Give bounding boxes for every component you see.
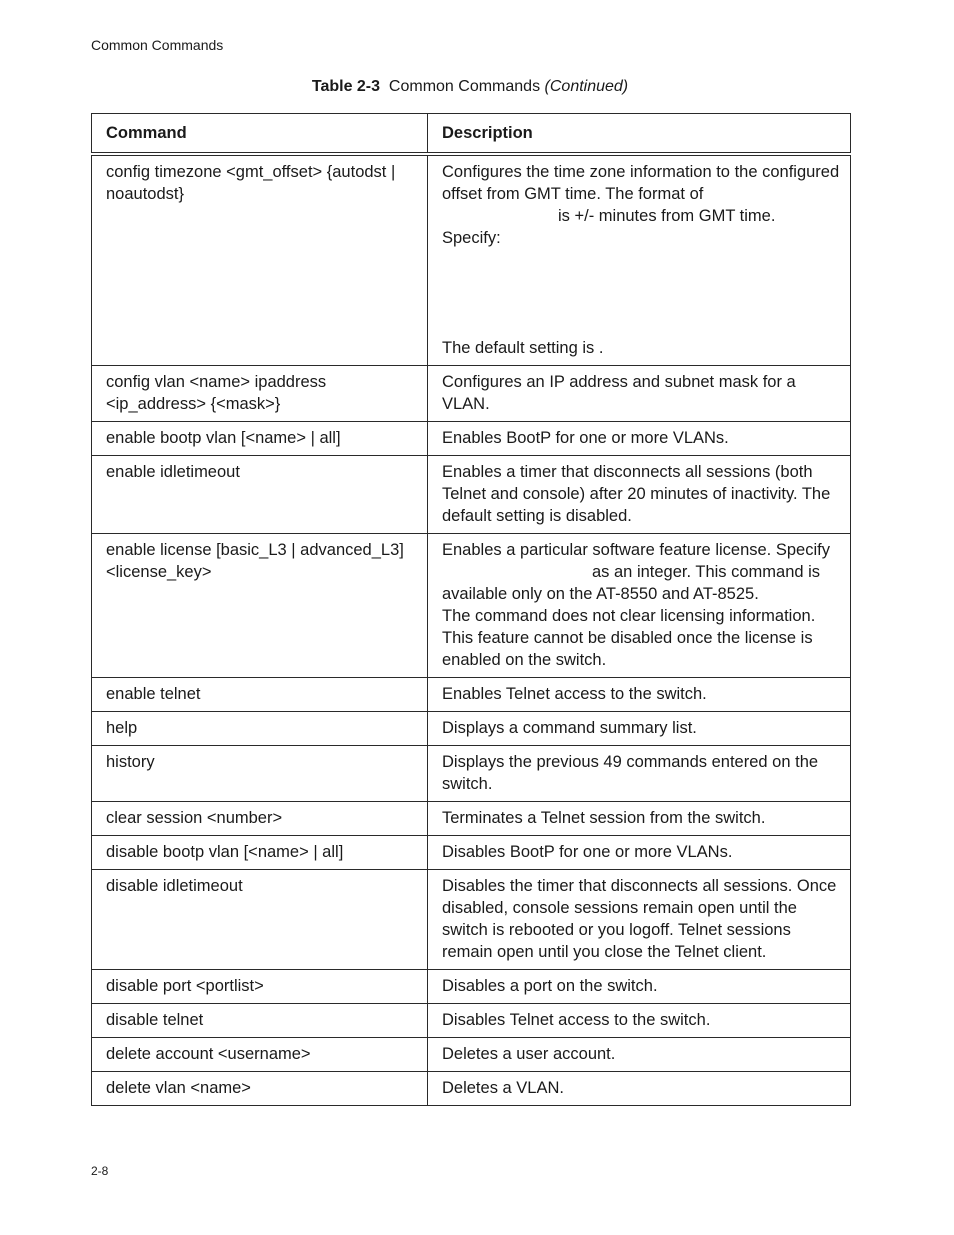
description-cell: Enables a timer that disconnects all sessions (both Telnet and console) after 20 minutes of inactivity. The default setting is disabled. (428, 456, 851, 534)
description-cell: Configures an IP address and subnet mask for a VLAN. (428, 366, 851, 422)
column-header-description: Description (428, 114, 851, 155)
description-cell: Deletes a VLAN. (428, 1072, 851, 1106)
description-cell: Disables the timer that disconnects all sessions. Once disabled, console sessions remain open until the switch is rebooted or you logoff. Telnet sessions remain open until you close the Telnet client. (428, 870, 851, 970)
command-cell: disable bootp vlan [<name> | all] (92, 836, 428, 870)
description-text: Enables a particular software feature license. Specify (442, 541, 830, 559)
command-cell: enable bootp vlan [<name> | all] (92, 422, 428, 456)
description-cell: Disables a port on the switch. (428, 970, 851, 1004)
description-text: as an integer. This command is available only on the AT-8550 and AT-8525. (442, 563, 821, 603)
description-cell: Displays the previous 49 commands entered on the switch. (428, 746, 851, 802)
table-row (92, 422, 851, 456)
table-header-row (92, 114, 851, 155)
command-cell: delete vlan <name> (92, 1072, 428, 1106)
description-cell (428, 154, 851, 366)
description-text: The default setting is . (442, 339, 604, 357)
command-cell: delete account <username> (92, 1038, 428, 1072)
description-cell: Disables BootP for one or more VLANs. (428, 836, 851, 870)
table-caption-label: Table 2-3 (311, 78, 381, 95)
table-row (92, 802, 851, 836)
table-caption-title: Common Commands (388, 78, 541, 95)
column-header-command: Command (92, 114, 428, 155)
description-text: The command does not clear licensing information. This feature cannot be disabled once the license is enabled on the switch. (442, 607, 816, 669)
table-row (92, 366, 851, 422)
running-header: Common Commands (91, 37, 224, 53)
description-text: is +/- minutes from GMT time. (558, 207, 776, 225)
command-cell: help (92, 712, 428, 746)
command-cell: clear session <number> (92, 802, 428, 836)
table-row (92, 534, 851, 678)
command-cell: disable idletimeout (92, 870, 428, 970)
table-row (92, 1072, 851, 1106)
description-gap (442, 249, 845, 337)
table-caption (0, 78, 940, 96)
table-caption-continued: (Continued) (544, 78, 629, 95)
table-row (92, 154, 851, 366)
command-cell: enable license [basic_L3 | advanced_L3] <license_key> (92, 534, 428, 678)
description-text: Specify: (442, 229, 501, 247)
table-row (92, 836, 851, 870)
table-row (92, 870, 851, 970)
page-number: 2-8 (91, 1164, 109, 1178)
command-cell: disable telnet (92, 1004, 428, 1038)
table-row (92, 712, 851, 746)
table-row (92, 678, 851, 712)
description-cell: Displays a command summary list. (428, 712, 851, 746)
table-row (92, 746, 851, 802)
command-cell: disable port <portlist> (92, 970, 428, 1004)
command-cell: enable idletimeout (92, 456, 428, 534)
commands-table (91, 113, 850, 1106)
command-cell: enable telnet (92, 678, 428, 712)
command-cell: config timezone <gmt_offset> {autodst | noautodst} (92, 154, 428, 366)
table-row (92, 1004, 851, 1038)
command-cell: history (92, 746, 428, 802)
description-cell: Enables Telnet access to the switch. (428, 678, 851, 712)
command-cell: config vlan <name> ipaddress <ip_address> {<mask>} (92, 366, 428, 422)
table-row (92, 970, 851, 1004)
description-cell (428, 534, 851, 678)
table-row (92, 1038, 851, 1072)
description-cell: Deletes a user account. (428, 1038, 851, 1072)
description-cell: Enables BootP for one or more VLANs. (428, 422, 851, 456)
description-text: Configures the time zone information to the configured offset from GMT time. The format of (442, 163, 840, 203)
description-cell: Terminates a Telnet session from the switch. (428, 802, 851, 836)
table-row (92, 456, 851, 534)
description-cell: Disables Telnet access to the switch. (428, 1004, 851, 1038)
